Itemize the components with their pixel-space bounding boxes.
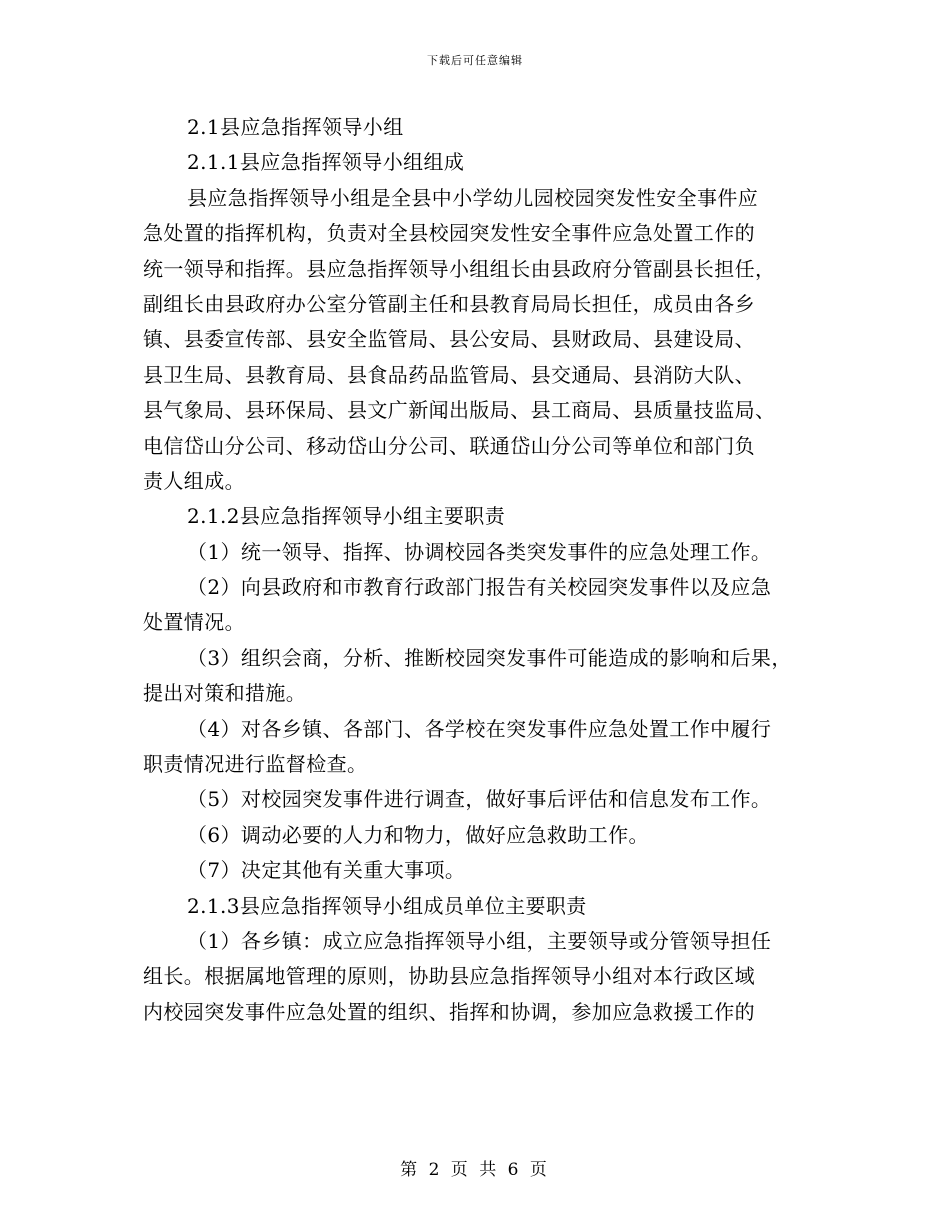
- text-line: 2.1.1县应急指挥领导小组组成: [187, 150, 465, 175]
- text-line: 电信岱山分公司、移动岱山分公司、联通岱山分公司等单位和部门负: [143, 433, 755, 458]
- text-line: 2.1.3县应急指挥领导小组成员单位主要职责: [187, 893, 587, 918]
- text-line: 职责情况进行监督检查。: [143, 752, 368, 777]
- text-line: 2.1县应急指挥领导小组: [187, 115, 404, 139]
- text-line: 县应急指挥领导小组是全县中小学幼儿园校园突发性安全事件应: [187, 185, 759, 210]
- text-line: （1）各乡镇：成立应急指挥领导小组，主要领导或分管领导担任: [187, 928, 772, 953]
- page-header: 下载后可任意编辑: [427, 54, 523, 67]
- page-number: 第 2 页 共 6 页: [400, 1160, 550, 1180]
- text-line: （4）对各乡镇、各部门、各学校在突发事件应急处置工作中履行: [187, 716, 772, 741]
- text-line: （2）向县政府和市教育行政部门报告有关校园突发事件以及应急: [187, 575, 772, 600]
- text-line: 组长。根据属地管理的原则，协助县应急指挥领导小组对本行政区域: [143, 964, 755, 989]
- text-line: （5）对校园突发事件进行调查，做好事后评估和信息发布工作。: [187, 787, 772, 812]
- text-line: （3）组织会商，分析、推断校园突发事件可能造成的影响和后果，: [187, 645, 792, 670]
- text-line: （6）调动必要的人力和物力，做好应急救助工作。: [187, 822, 649, 847]
- document-body: [143, 110, 807, 1030]
- text-line: 县气象局、县环保局、县文广新闻出版局、县工商局、县质量技监局、: [143, 398, 776, 423]
- text-line: 镇、县委宣传部、县安全监管局、县公安局、县财政局、县建设局、: [143, 327, 755, 352]
- text-line: 副组长由县政府办公室分管副主任和县教育局局长担任，成员由各乡: [143, 291, 755, 316]
- text-line: 县卫生局、县教育局、县食品药品监管局、县交通局、县消防大队、: [143, 362, 755, 387]
- text-line: 内校园突发事件应急处置的组织、指挥和协调，参加应急救援工作的: [143, 999, 755, 1024]
- text-line: （7）决定其他有关重大事项。: [187, 858, 466, 883]
- text-line: 处置情况。: [143, 610, 245, 635]
- text-line: 2.1.2县应急指挥领导小组主要职责: [187, 504, 506, 529]
- text-line: 统一领导和指挥。县应急指挥领导小组组长由县政府分管副县长担任，: [143, 256, 776, 281]
- text-line: 急处置的指挥机构，负责对全县校园突发性安全事件应急处置工作的: [143, 221, 755, 246]
- text-line: 责人组成。: [143, 468, 245, 493]
- text-line: （1）统一领导、指挥、协调校园各类突发事件的应急处理工作。: [187, 539, 772, 564]
- text-line: 提出对策和措施。: [143, 681, 307, 706]
